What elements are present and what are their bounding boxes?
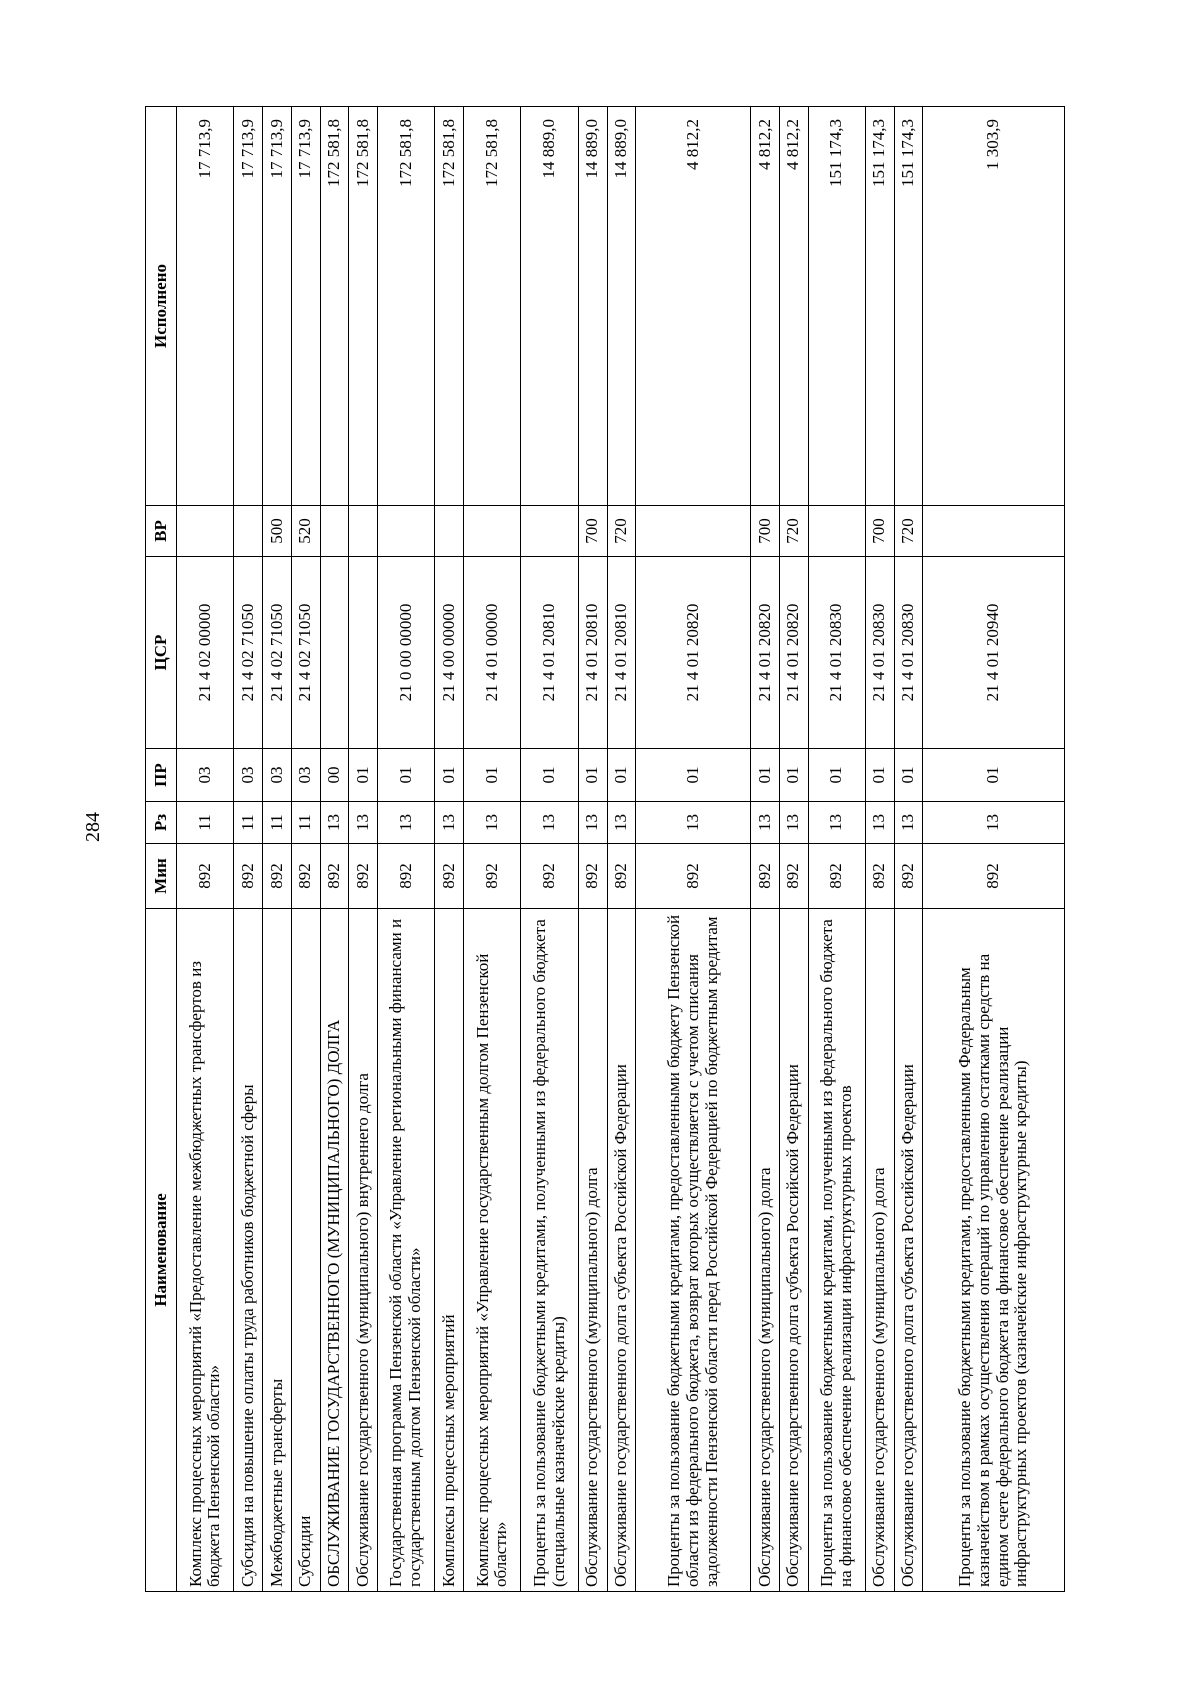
cell-rz: 11	[234, 802, 263, 844]
cell-min: 892	[808, 844, 865, 909]
cell-vr	[464, 506, 521, 557]
cell-vr: 500	[263, 506, 292, 557]
cell-min: 892	[751, 844, 780, 909]
cell-done: 17 713,9	[263, 107, 292, 506]
cell-name: Государственная программа Пензенской области «Управление региональными финансами и государственным долгом Пензенской области»	[377, 909, 434, 1592]
cell-csr: 21 4 01 20830	[808, 557, 865, 749]
table-row	[865, 107, 894, 1592]
cell-csr: 21 4 01 20830	[865, 557, 894, 749]
cell-min: 892	[435, 844, 464, 909]
cell-min: 892	[177, 844, 234, 909]
cell-rz: 13	[521, 802, 578, 844]
cell-csr: 21 4 01 20830	[894, 557, 923, 749]
cell-pr: 03	[263, 749, 292, 802]
cell-name: Проценты за пользование бюджетными кредитами, предоставленными Федеральным казначейством в рамках осуществления операций по управлению остатками средств на едином счете федерального бюджета на финансовое обеспечение реализации инфраструктурных проектов (казначейские инфраструктурные кредиты)	[923, 909, 1065, 1592]
cell-min: 892	[320, 844, 349, 909]
cell-rz: 13	[894, 802, 923, 844]
cell-name: Комплекс процессных мероприятий «Управление государственным долгом Пензенской области»	[464, 909, 521, 1592]
table-row	[808, 107, 865, 1592]
table-row	[464, 107, 521, 1592]
cell-csr: 21 4 01 20810	[578, 557, 607, 749]
table-row	[177, 107, 234, 1592]
cell-csr: 21 4 01 20940	[923, 557, 1065, 749]
table-row	[435, 107, 464, 1592]
cell-rz: 11	[263, 802, 292, 844]
cell-pr: 01	[751, 749, 780, 802]
cell-done: 17 713,9	[177, 107, 234, 506]
cell-pr: 01	[435, 749, 464, 802]
header-name: Наименование	[146, 909, 177, 1592]
cell-pr: 01	[607, 749, 636, 802]
cell-vr: 700	[865, 506, 894, 557]
budget-table	[145, 106, 1065, 1592]
cell-min: 892	[578, 844, 607, 909]
table-row	[636, 107, 751, 1592]
cell-min: 892	[894, 844, 923, 909]
cell-name: Обслуживание государственного долга субъекта Российской Федерации	[607, 909, 636, 1592]
cell-rz: 11	[177, 802, 234, 844]
cell-done: 172 581,8	[435, 107, 464, 506]
cell-min: 892	[349, 844, 378, 909]
cell-min: 892	[521, 844, 578, 909]
cell-name: Обслуживание государственного (муниципального) внутреннего долга	[349, 909, 378, 1592]
cell-vr	[435, 506, 464, 557]
cell-vr	[923, 506, 1065, 557]
cell-vr	[521, 506, 578, 557]
cell-name: Комплексы процессных мероприятий	[435, 909, 464, 1592]
table-row	[234, 107, 263, 1592]
cell-pr: 03	[234, 749, 263, 802]
table-row	[377, 107, 434, 1592]
cell-vr: 720	[779, 506, 808, 557]
cell-done: 14 889,0	[521, 107, 578, 506]
cell-pr: 01	[636, 749, 751, 802]
cell-name: Обслуживание государственного (муниципального) долга	[865, 909, 894, 1592]
cell-vr: 720	[894, 506, 923, 557]
table-row	[291, 107, 320, 1592]
cell-name: ОБСЛУЖИВАНИЕ ГОСУДАРСТВЕННОГО (МУНИЦИПАЛЬНОГО) ДОЛГА	[320, 909, 349, 1592]
cell-vr: 720	[607, 506, 636, 557]
cell-rz: 13	[779, 802, 808, 844]
cell-min: 892	[263, 844, 292, 909]
table-row	[894, 107, 923, 1592]
cell-csr	[320, 557, 349, 749]
header-min: Мин	[146, 844, 177, 909]
cell-done: 172 581,8	[377, 107, 434, 506]
cell-pr: 01	[894, 749, 923, 802]
cell-pr: 01	[923, 749, 1065, 802]
cell-vr: 700	[578, 506, 607, 557]
cell-vr	[234, 506, 263, 557]
cell-rz: 13	[464, 802, 521, 844]
cell-pr: 03	[291, 749, 320, 802]
cell-rz: 11	[291, 802, 320, 844]
cell-name: Проценты за пользование бюджетными кредитами, предоставленными бюджету Пензенской области из федерального бюджета, возврат которых осуществляется с учетом списания задолженности Пензенской области перед Российской Федерацией по бюджетным кредитам	[636, 909, 751, 1592]
cell-csr: 21 4 01 20820	[636, 557, 751, 749]
cell-name: Обслуживание государственного долга субъекта Российской Федерации	[779, 909, 808, 1592]
cell-csr	[349, 557, 378, 749]
table-row	[320, 107, 349, 1592]
cell-csr: 21 4 02 71050	[291, 557, 320, 749]
cell-rz: 13	[751, 802, 780, 844]
cell-done: 172 581,8	[349, 107, 378, 506]
cell-min: 892	[923, 844, 1065, 909]
cell-done: 14 889,0	[607, 107, 636, 506]
cell-csr: 21 4 02 71050	[263, 557, 292, 749]
cell-pr: 01	[865, 749, 894, 802]
table-row	[607, 107, 636, 1592]
cell-min: 892	[865, 844, 894, 909]
cell-done: 1 303,9	[923, 107, 1065, 506]
cell-vr	[349, 506, 378, 557]
cell-csr: 21 4 02 71050	[234, 557, 263, 749]
cell-vr	[177, 506, 234, 557]
cell-min: 892	[291, 844, 320, 909]
cell-pr: 01	[349, 749, 378, 802]
cell-rz: 13	[607, 802, 636, 844]
cell-pr: 00	[320, 749, 349, 802]
cell-rz: 13	[320, 802, 349, 844]
cell-done: 17 713,9	[291, 107, 320, 506]
cell-pr: 01	[779, 749, 808, 802]
header-csr: ЦСР	[146, 557, 177, 749]
cell-rz: 13	[865, 802, 894, 844]
cell-rz: 13	[636, 802, 751, 844]
table-row	[521, 107, 578, 1592]
table-row	[349, 107, 378, 1592]
cell-rz: 13	[435, 802, 464, 844]
cell-name: Обслуживание государственного (муниципального) долга	[751, 909, 780, 1592]
cell-csr: 21 0 00 00000	[377, 557, 434, 749]
cell-done: 4 812,2	[636, 107, 751, 506]
cell-done: 151 174,3	[894, 107, 923, 506]
table-row	[923, 107, 1065, 1592]
cell-done: 14 889,0	[578, 107, 607, 506]
cell-min: 892	[464, 844, 521, 909]
table-header-row	[146, 107, 177, 1592]
table-row	[751, 107, 780, 1592]
cell-vr	[320, 506, 349, 557]
cell-min: 892	[636, 844, 751, 909]
cell-name: Субсидии	[291, 909, 320, 1592]
cell-pr: 01	[521, 749, 578, 802]
cell-pr: 03	[177, 749, 234, 802]
cell-pr: 01	[578, 749, 607, 802]
cell-vr	[636, 506, 751, 557]
cell-pr: 01	[464, 749, 521, 802]
cell-name: Комплекс процессных мероприятий «Предоставление межбюджетных трансфертов из бюджета Пензенской области»	[177, 909, 234, 1592]
header-pr: ПР	[146, 749, 177, 802]
cell-pr: 01	[808, 749, 865, 802]
cell-min: 892	[377, 844, 434, 909]
cell-pr: 01	[377, 749, 434, 802]
cell-done: 172 581,8	[320, 107, 349, 506]
cell-name: Проценты за пользование бюджетными кредитами, полученными из федерального бюджета на финансовое обеспечение реализации инфраструктурных проектов	[808, 909, 865, 1592]
cell-vr	[377, 506, 434, 557]
page-number: 284	[82, 812, 104, 842]
cell-done: 172 581,8	[464, 107, 521, 506]
cell-rz: 13	[377, 802, 434, 844]
cell-min: 892	[779, 844, 808, 909]
cell-name: Межбюджетные трансферты	[263, 909, 292, 1592]
header-rz: Рз	[146, 802, 177, 844]
cell-done: 151 174,3	[865, 107, 894, 506]
cell-rz: 13	[923, 802, 1065, 844]
cell-done: 17 713,9	[234, 107, 263, 506]
cell-csr: 21 4 01 00000	[464, 557, 521, 749]
header-done: Исполнено	[146, 107, 177, 506]
header-vr: ВР	[146, 506, 177, 557]
cell-vr: 520	[291, 506, 320, 557]
cell-rz: 13	[578, 802, 607, 844]
cell-min: 892	[234, 844, 263, 909]
cell-name: Обслуживание государственного (муниципального) долга	[578, 909, 607, 1592]
budget-table-wrapper	[145, 107, 1065, 1592]
cell-csr: 21 4 00 00000	[435, 557, 464, 749]
cell-csr: 21 4 01 20810	[521, 557, 578, 749]
table-row	[263, 107, 292, 1592]
table-row	[779, 107, 808, 1592]
cell-name: Проценты за пользование бюджетными кредитами, полученными из федерального бюджета (специальные казначейские кредиты)	[521, 909, 578, 1592]
cell-vr: 700	[751, 506, 780, 557]
cell-csr: 21 4 02 00000	[177, 557, 234, 749]
cell-name: Субсидия на повышение оплаты труда работников бюджетной сферы	[234, 909, 263, 1592]
cell-csr: 21 4 01 20820	[751, 557, 780, 749]
cell-rz: 13	[349, 802, 378, 844]
table-row	[578, 107, 607, 1592]
cell-done: 4 812,2	[751, 107, 780, 506]
cell-vr	[808, 506, 865, 557]
cell-min: 892	[607, 844, 636, 909]
cell-rz: 13	[808, 802, 865, 844]
cell-csr: 21 4 01 20820	[779, 557, 808, 749]
cell-csr: 21 4 01 20810	[607, 557, 636, 749]
cell-done: 151 174,3	[808, 107, 865, 506]
cell-done: 4 812,2	[779, 107, 808, 506]
cell-name: Обслуживание государственного долга субъекта Российской Федерации	[894, 909, 923, 1592]
